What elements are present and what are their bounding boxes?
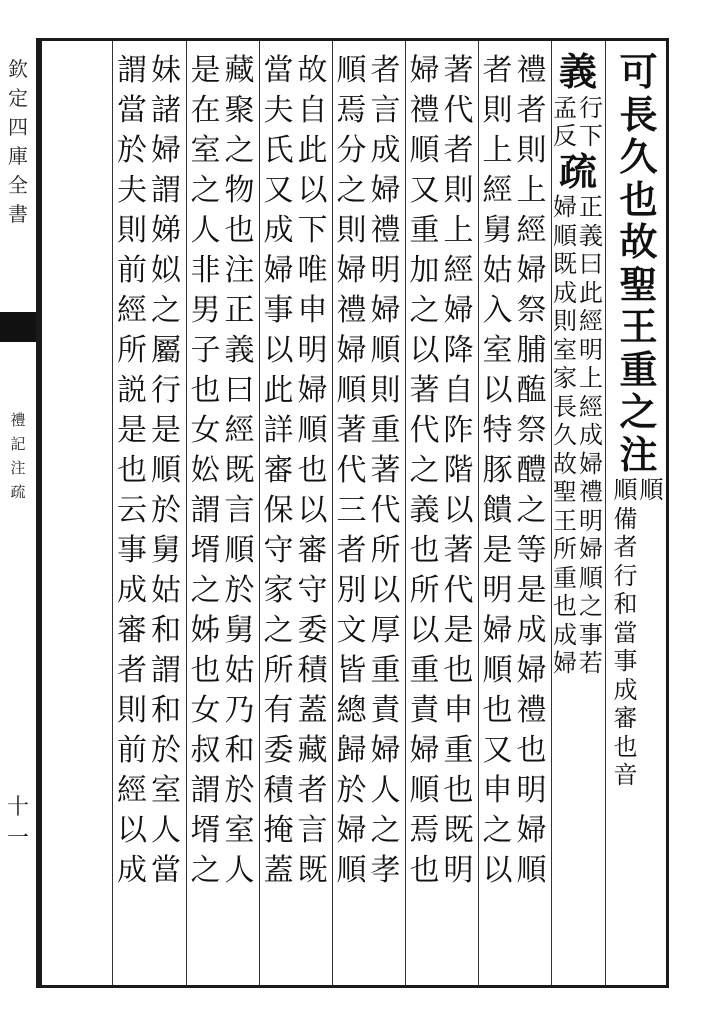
page-number: 十 一 — [6, 795, 29, 851]
text-frame — [36, 38, 669, 988]
book-title: 欽 定 四 庫 全 書 — [8, 57, 28, 226]
text-column: 義 行 下 孟 反 疏 正 義 曰 此 經 明 上 經 成 婦 禮 明 婦 順 之 事 若 婦 順 既 成 則 室 家 長 久 故 聖 王 所 重 也 成 婦 — [553, 51, 603, 677]
fish-tail-mark — [0, 312, 36, 342]
text-column: 者 言 成 婦 禮 明 婦 順 則 重 著 代 所 以 厚 重 責 婦 人 之 孝 順 焉 分 之 則 婦 禮 婦 順 著 代 三 者 別 文 皆 總 歸 於 婦 順 — [336, 53, 401, 888]
column-rule — [39, 41, 42, 985]
text-column: 著 代 者 則 上 經 婦 降 自 阼 階 以 著 代 是 也 申 重 也 既 明 婦 禮 順 又 重 加 之 以 著 代 之 義 也 所 以 重 責 婦 順 焉 也 — [409, 53, 474, 888]
text-column: 故 自 此 以 下 唯 申 明 婦 順 也 以 審 守 委 積 蓋 藏 者 言 既 當 夫 氏 又 成 婦 事 以 此 詳 審 保 守 家 之 所 有 委 積 掩 蓋 — [263, 53, 328, 888]
text-column: 可 長 久 也 故 聖 王 重 之 注 順 順 備 者 行 和 當 事 成 審 也 音 — [613, 51, 664, 789]
text-column: 妹 諸 婦 謂 娣 姒 之 屬 行 是 順 於 舅 姑 和 謂 和 於 室 人 當 謂 當 於 夫 則 前 經 所 説 是 也 云 事 成 審 者 則 前 經 以 成 — [117, 53, 181, 888]
text-column: 禮 者 則 上 經 婦 祭 脯 醢 祭 醴 之 等 是 成 婦 禮 也 明 婦 順 者 則 上 經 舅 姑 入 室 以 特 豚 饋 是 明 婦 順 也 又 申 之 以 — [482, 53, 547, 888]
section-title: 禮 記 注 疏 — [10, 411, 26, 501]
text-column: 藏 聚 之 物 也 注 正 義 曰 經 既 言 順 於 舅 姑 乃 和 於 室 人 是 在 室 之 人 非 男 子 也 女 妐 謂 壻 之 姊 也 女 叔 謂 壻 之 — [190, 53, 255, 888]
